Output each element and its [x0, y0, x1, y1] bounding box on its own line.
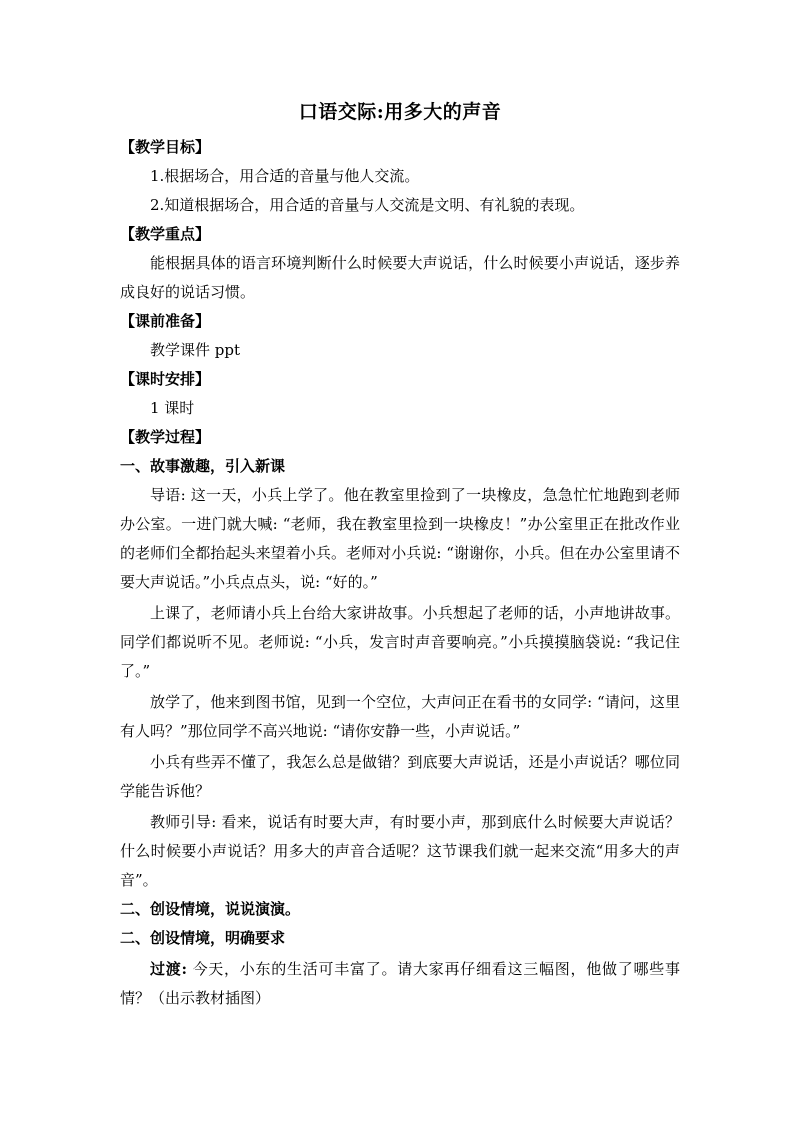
section-heading-objectives: 【教学目标】	[120, 138, 211, 156]
objective-item-1: 1.根据场合，用合适的音量与他人交流。	[150, 167, 420, 185]
preparation-paragraph: 教学课件 ppt	[150, 341, 241, 359]
document-page	[120, 97, 680, 1013]
section-heading-key-points: 【教学重点】	[120, 225, 211, 243]
story-paragraph-1: 导语: 这一天，小兵上学了。他在教室里捡到了一块橡皮，急急忙忙地跑到老师办公室。一进门就大喊: “老师，我在教室里捡到一块橡皮！”办公室里正在批改作业的老师们全都抬起头来望着小兵。老师对小兵说: “谢谢你，小兵。但在办公室里请不要大声说话。”小兵点点头，说: “好的。”	[120, 486, 680, 591]
section-heading-process: 【教学过程】	[120, 428, 211, 446]
story-paragraph-4: 小兵有些弄不懂了，我怎么总是做错？到底要大声说话，还是小声说话？哪位同学能告诉他？	[120, 753, 680, 800]
transition-text: 今天，小东的生活可丰富了。请大家再仔细看这三幅图，他做了哪些事情？（出示教材插图）	[120, 960, 680, 1007]
section-heading-preparation: 【课前准备】	[120, 312, 211, 330]
key-points-paragraph: 能根据具体的语言环境判断什么时候要大声说话，什么时候要小声说话，逐步养成良好的说话习惯。	[120, 254, 680, 301]
part-1-heading: 一、故事激趣，引入新课	[120, 457, 286, 475]
part-3-heading: 二、创设情境，明确要求	[120, 929, 286, 947]
section-heading-schedule: 【课时安排】	[120, 370, 211, 388]
transition-paragraph	[120, 955, 680, 1013]
story-paragraph-2: 上课了，老师请小兵上台给大家讲故事。小兵想起了老师的话，小声地讲故事。同学们都说听不见。老师说: “小兵，发言时声音要响亮。”小兵摸摸脑袋说: “我记住了。”	[120, 604, 680, 680]
transition-label: 过渡:	[150, 960, 188, 978]
teacher-guide-paragraph: 教师引导: 看来，说话有时要大声，有时要小声，那到底什么时候要大声说话？什么时候要小声说话？用多大的声音合适呢？这节课我们就一起来交流“用多大的声音”。	[120, 813, 680, 889]
document-title: 口语交际:用多大的声音	[298, 101, 502, 123]
objective-item-2: 2.知道根据场合，用合适的音量与人交流是文明、有礼貌的表现。	[150, 196, 585, 214]
part-2-heading: 二、创设情境，说说演演。	[120, 900, 301, 918]
story-paragraph-3: 放学了，他来到图书馆，见到一个空位，大声问正在看书的女同学: “请问，这里有人吗？”那位同学不高兴地说: “请你安静一些，小声说话。”	[120, 693, 680, 740]
schedule-paragraph: 1 课时	[150, 399, 195, 417]
